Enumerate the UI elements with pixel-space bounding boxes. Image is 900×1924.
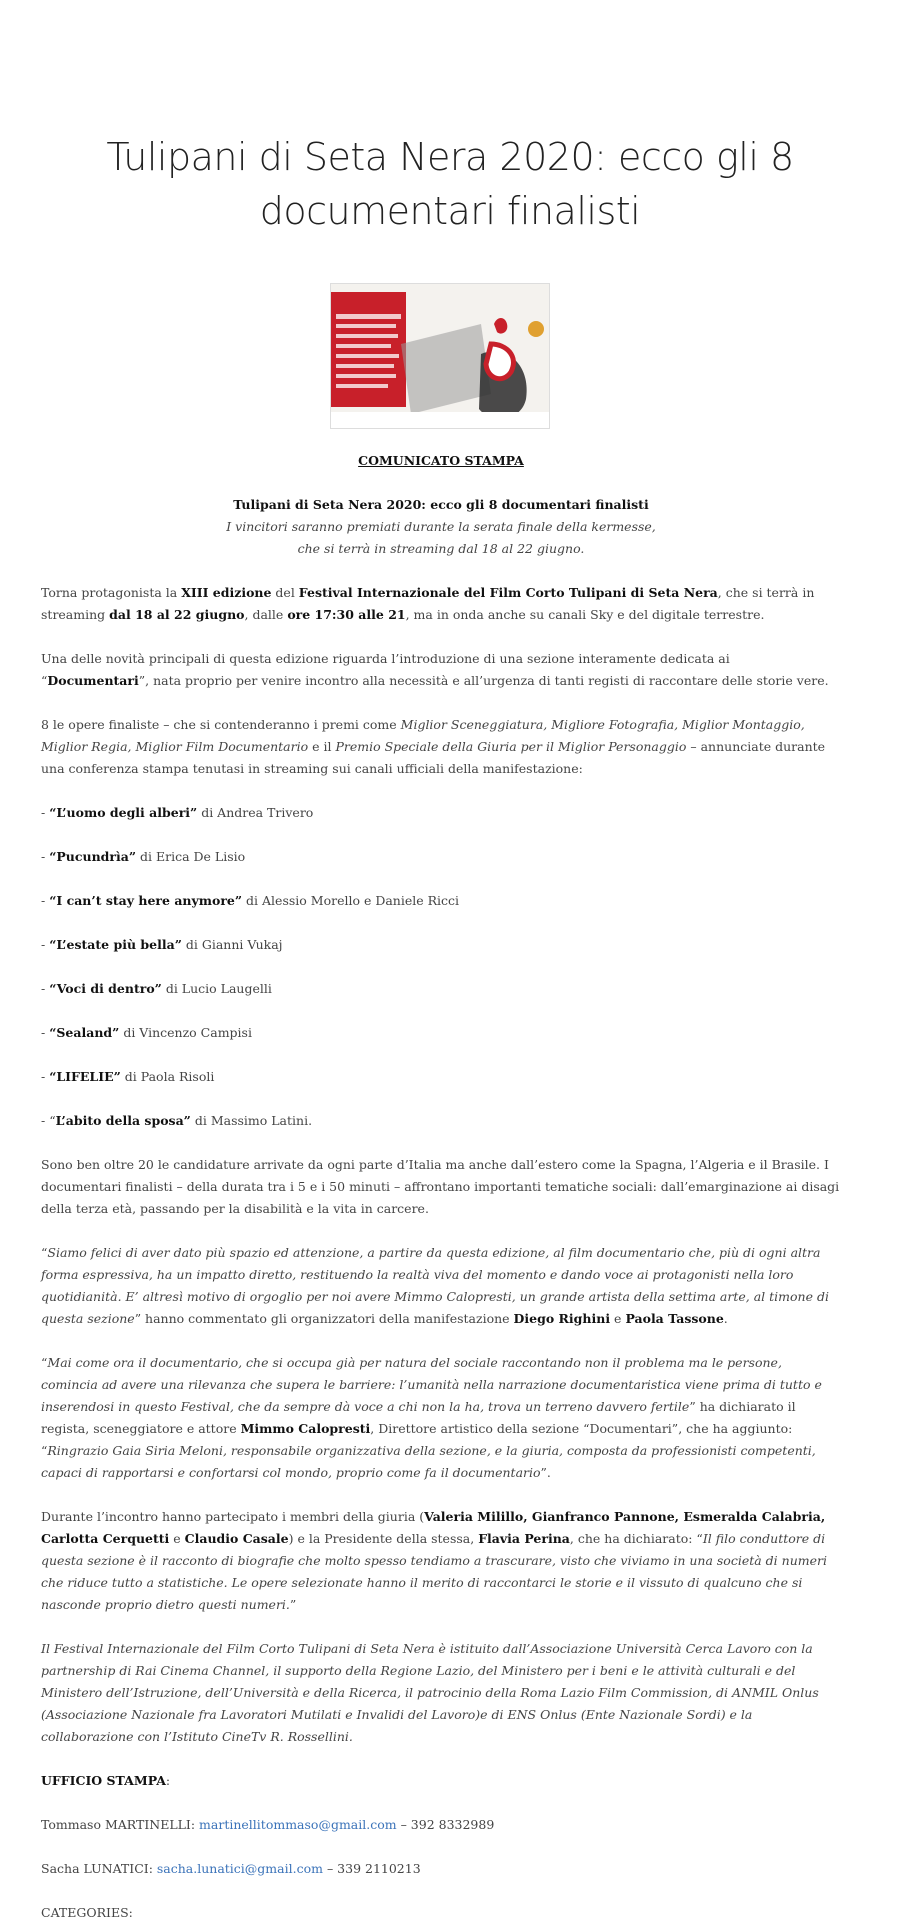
press-subline-2: [41, 538, 841, 560]
press-subline-2-text: che si terrà in streaming dal 18 al 22 giugno.: [297, 541, 585, 556]
press-subtitle: [41, 494, 841, 516]
list-item: - “I can’t stay here anymore” di Alessio Morello e Daniele Ricci: [41, 893, 460, 908]
press-subline-1-text: I vincitori saranno premiati durante la serata finale della kermesse,: [226, 519, 656, 534]
list-item: - “L’abito della sposa” di Massimo Latini.: [41, 1113, 313, 1128]
festival-banner-graphic: [331, 284, 549, 428]
article-body: [41, 450, 841, 1924]
categories-label: CATEGORIES:: [41, 1905, 133, 1920]
paragraph-candidates: Sono ben oltre 20 le candidature arrivate da ogni parte d’Italia ma anche dall’estero come la Spagna, l’Algeria e il Brasile. I documentari finalisti – della durata tra i 5 e i 50 minuti – affrontano importanti tematiche sociali: dall’emarginazione ai disagi della terza età, passando per la disabilità e la vita in carcere.: [41, 1157, 840, 1216]
contact-lunatici: Sacha LUNATICI: sacha.lunatici@gmail.com – 339 2110213: [41, 1861, 421, 1876]
press-subtitle-text: Tulipani di Seta Nera 2020: ecco gli 8 documentari finalisti: [233, 497, 649, 512]
email-link-martinelli[interactable]: martinellitommaso@gmail.com: [199, 1817, 397, 1832]
paragraph-director-quote: “Mai come ora il documentario, che si occupa già per natura del sociale raccontando non il problema ma le persone, comincia ad avere una rilevanza che supera le barriere: l’umanità nella narrazione documentaristica viene prima di tutto e inserendosi in questo Festival, che da sempre dà voce a chi non la ha, trova un terreno davvero fertile” ha dichiarato il regista, sceneggiatore e attore Mimmo Calopresti, Direttore artistico della sezione “Documentari”, che ha aggiunto: “Ringrazio Gaia Siria Meloni, responsabile organizzativa della sezione, e la giuria, composta da professionisti competenti, capaci di rapportarsi e confortarsi col mondo, proprio come fa il documentario”.: [41, 1355, 822, 1480]
list-item: - “Voci di dentro” di Lucio Laugelli: [41, 981, 272, 996]
list-item: - “LIFELIE” di Paola Risoli: [41, 1069, 215, 1084]
paragraph-intro: Torna protagonista la XIII edizione del Festival Internazionale del Film Corto Tulipani di Seta Nera, che si terrà in streaming dal 18 al 22 giugno, dalle ore 17:30 alle 21, ma in onda anche su canali Sky e del digitale terrestre.: [41, 585, 815, 622]
paragraph-partners: Il Festival Internazionale del Film Corto Tulipani di Seta Nera è istituito dall’Associazione Università Cerca Lavoro con la partnership di Rai Cinema Channel, il supporto della Regione Lazio, del Ministero per i beni e le attività culturali e del Ministero dell’Istruzione, dell’Università e della Ricerca, il patrocinio della Roma Lazio Film Commission, di ANMIL Onlus (Associazione Nazionale fra Lavoratori Mutilati e Invalidi del Lavoro)e di ENS Onlus (Ente Nazionale Sordi) e la collaborazione con l’Istituto CineTv R. Rossellini.: [41, 1641, 819, 1744]
festival-banner-image: [330, 283, 550, 429]
email-link-lunatici[interactable]: sacha.lunatici@gmail.com: [156, 1861, 323, 1876]
paragraph-finalists: 8 le opere finaliste – che si contenderanno i premi come Miglior Sceneggiatura, Migliore Fotografia, Miglior Montaggio, Miglior Regia, Miglior Film Documentario e il Premio Speciale della Giuria per il Miglior Personaggio – annunciate durante una conferenza stampa tenutasi in streaming sui canali ufficiali della manifestazione:: [41, 717, 826, 776]
paragraph-organizers-quote: “Siamo felici di aver dato più spazio ed attenzione, a partire da questa edizione, al film documentario che, più di ogni altra forma espressiva, ha un impatto diretto, restituendo la realtà viva del momento e dando voce ai protagonisti nella loro quotidianità. E’ altresì motivo di orgoglio per noi avere Mimmo Calopresti, un grande artista della settima arte, al timone di questa sezione” hanno commentato gli organizzatori della manifestazione Diego Righini e Paola Tassone.: [41, 1245, 829, 1326]
press-subline-1: [41, 516, 841, 538]
paragraph-jury: Durante l’incontro hanno partecipato i membri della giuria (Valeria Milillo, Gianfranco Pannone, Esmeralda Calabria, Carlotta Cerquetti e Claudio Casale) e la Presidente della stessa, Flavia Perina, che ha dichiarato: “Il filo conduttore di questa sezione è il racconto di biografie che molto spesso tendiamo a trascurare, visto che viviamo in una società di numeri che riduce tutto a statistiche. Le opere selezionate hanno il merito di raccontarci le storie e il vissuto di qualcuno che si nasconde proprio dietro questi numeri.”: [41, 1509, 827, 1612]
press-release-label: COMUNICATO STAMPA: [358, 453, 524, 468]
press-office-heading: UFFICIO STAMPA:: [41, 1773, 171, 1788]
paragraph-novelty: Una delle novità principali di questa edizione riguarda l’introduzione di una sezione interamente dedicata ai “Documentari”, nata proprio per venire incontro alla necessità e all’urgenza di tanti registi di raccontare delle storie vere.: [41, 651, 829, 688]
list-item: - “Sealand” di Vincenzo Campisi: [41, 1025, 252, 1040]
finalist-list: [41, 802, 841, 1132]
list-item: - “Pucundrìa” di Erica De Lisio: [41, 849, 246, 864]
press-release-heading: [41, 450, 841, 472]
list-item: - “L’estate più bella” di Gianni Vukaj: [41, 937, 283, 952]
list-item: - “L’uomo degli alberi” di Andrea Trivero: [41, 805, 314, 820]
page-title: Tulipani di Seta Nera 2020: ecco gli 8 documentari finalisti: [106, 135, 794, 233]
contact-martinelli: Tommaso MARTINELLI: martinellitommaso@gmail.com – 392 8332989: [41, 1817, 495, 1832]
